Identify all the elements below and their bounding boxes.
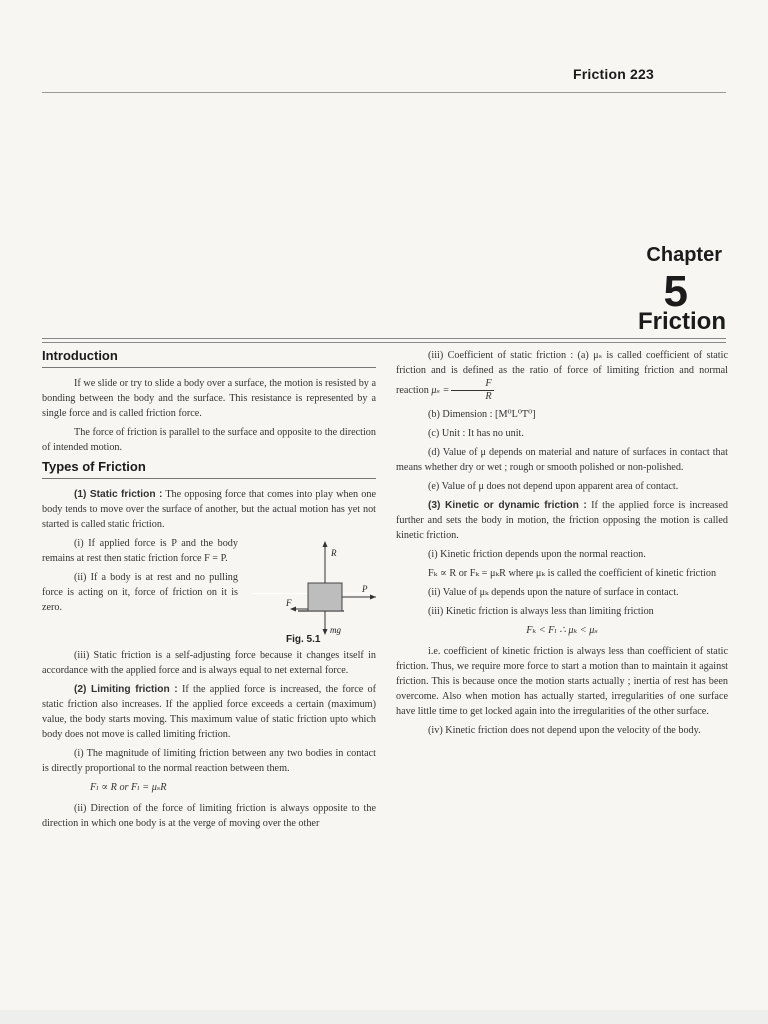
value-e: (e) Value of μ does not depend upon apparent area of contact.: [428, 481, 679, 492]
page-bottom-shade: [0, 1010, 768, 1024]
label-R: R: [331, 548, 337, 558]
static-point-i: (i) If applied force is P and the body remains at rest then static friction force F = P.: [42, 538, 238, 564]
kinetic-point-iv: (iv) Kinetic friction does not depend upon the velocity of the body.: [428, 725, 701, 736]
static-friction-paragraph: [42, 487, 376, 532]
unit-line: (c) Unit : It has no unit.: [428, 428, 524, 439]
kinetic-friction-paragraph: [396, 498, 728, 543]
kinetic-point-iii: (iii) Kinetic friction is always less than limiting friction: [428, 606, 654, 617]
kinetic-ie: i.e. coefficient of kinetic friction is always less than coefficient of static friction. Thus, we require more force to start a motion than to maintain it against friction. This is because once the motion starts actually ; inertia of rest has been overcome. Also when motion has actually started, irregularities of one surface have little time to get locked again into the irregularities of the other surface.: [396, 646, 728, 717]
limiting-friction-lead: (2) Limiting friction :: [74, 684, 178, 695]
chapter-title: Friction: [638, 308, 726, 335]
static-point-ii: (ii) If a body is at rest and no pulling force is acting on it, force of friction on it is zero.: [42, 572, 238, 613]
block: [308, 583, 342, 611]
coefficient-text: (iii) Coefficient of static friction : (a) μₛ is called coefficient of static friction and is defined as the ratio of force of limiting friction and normal reaction: [396, 350, 728, 396]
right-column: [396, 348, 728, 742]
chapter-number: 5: [663, 267, 688, 316]
kinetic-friction-text: If the applied force is increased further and sets the body in motion, the friction opposing the motion is called kinetic friction.: [396, 500, 728, 541]
limiting-point-i: (i) The magnitude of limiting friction between any two bodies in contact is directly proportional to the normal reaction between them.: [42, 748, 376, 774]
chapter-label: Chapter: [646, 244, 722, 266]
kinetic-point-i: (i) Kinetic friction depends upon the normal reaction.: [428, 549, 646, 560]
running-head: Friction 223: [573, 66, 654, 82]
value-d: (d) Value of μ depends on material and nature of surfaces in contact that means whether dry or wet ; rough or smooth polished or non-polished.: [396, 447, 728, 473]
kinetic-formula: Fₖ ∝ R or Fₖ = μₖR where μₖ is called the coefficient of kinetic friction: [428, 568, 717, 579]
figure-caption: Fig. 5.1: [286, 634, 321, 645]
dimension-line: (b) Dimension : [M⁰L⁰T⁰]: [428, 409, 536, 420]
limiting-friction-paragraph: [42, 682, 376, 742]
chapter-rule: [42, 342, 726, 343]
label-F: F: [286, 598, 292, 608]
coefficient-paragraph: [396, 348, 728, 403]
intro-paragraph: The force of friction is parallel to the surface and opposite to the direction of intended motion.: [42, 427, 376, 453]
label-P: P: [362, 584, 368, 594]
coefficient-eq: μₛ =: [431, 384, 450, 396]
static-friction-lead: (1) Static friction :: [74, 489, 163, 500]
limiting-friction-text: If the applied force is increased, the force of static friction also increases. If the applied force exceeds a certain (maximum) value, the body starts moving. This maximum value of static friction upto which body does not move is called limiting friction.: [42, 684, 376, 740]
kinetic-inequality: Fₖ < Fₗ ∴ μₖ < μₛ: [526, 625, 598, 636]
fraction-numerator: F: [451, 378, 493, 391]
kinetic-point-ii: (ii) Value of μₖ depends upon the nature of surface in contact.: [428, 587, 679, 598]
types-heading: Types of Friction: [42, 459, 376, 479]
chapter-rule: [42, 338, 726, 339]
intro-paragraph: If we slide or try to slide a body over a surface, the motion is resisted by a bonding between the body and the surface. This resistance is represented by a single force and is called friction force.: [42, 378, 376, 419]
introduction-heading: Introduction: [42, 348, 376, 368]
static-friction-text: The opposing force that comes into play when one body tends to move over the surface of another, but the actual motion has yet not started is called static friction.: [42, 489, 376, 530]
label-mg: mg: [330, 625, 341, 635]
left-column: [42, 348, 376, 835]
figure-block: [42, 536, 376, 646]
coefficient-fraction: [451, 378, 493, 403]
friction-figure: [252, 532, 376, 644]
kinetic-friction-lead: (3) Kinetic or dynamic friction :: [428, 500, 587, 511]
limiting-point-ii: (ii) Direction of the force of limiting friction is always opposite to the direction in which one body is at the verge of moving over the other: [42, 803, 376, 829]
limiting-formula: Fₗ ∝ R or Fₗ = μₛR: [90, 782, 167, 793]
static-point-iii: (iii) Static friction is a self-adjusting force because it changes itself in accordance with the applied force and is always equal to net external force.: [42, 650, 376, 676]
top-rule: [42, 92, 726, 93]
fraction-denominator: R: [485, 391, 492, 402]
